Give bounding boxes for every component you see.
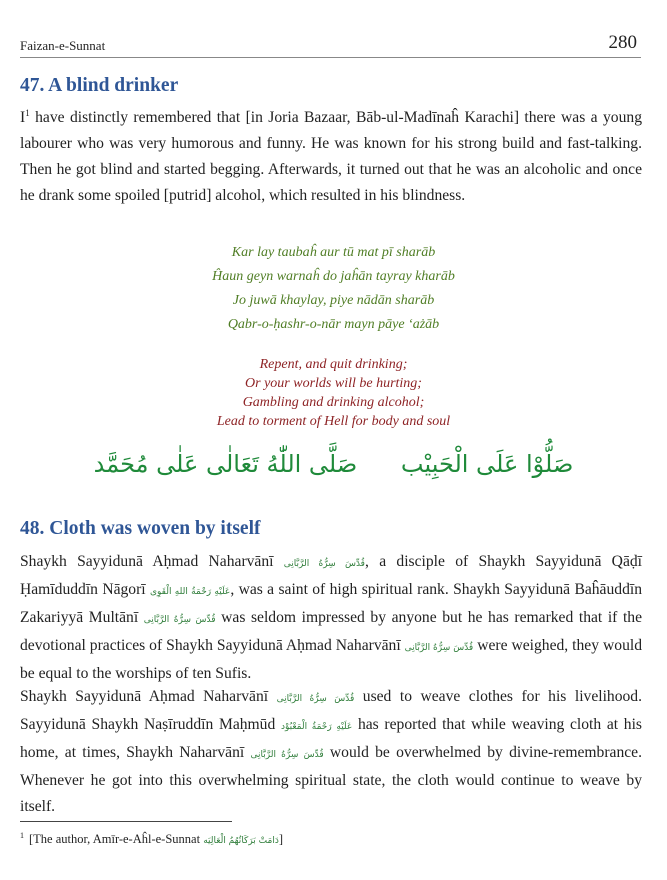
salat-response: صَلَّى اللّٰهُ تَعَالٰى عَلٰى مُحَمَّد xyxy=(93,450,358,478)
footnote-number: 1 xyxy=(20,830,24,840)
paragraph-text: have distinctly remembered that [in Joria Bazaar, Bāb-ul-Madīnaĥ Karachi] there was a young labourer who was very humorous and funny. He was known for his strong build and fast-talking. Then he got blind and started begging. Afterwards, it turned out that he was an alcoholic and once he drank some spoiled [putrid] alcohol, which resulted in his blindness. xyxy=(20,109,642,204)
honorific-dua: عَلَيْهِ رَحْمَةُ اللهِ الْقَوِى xyxy=(149,587,231,597)
paragraph-text: I xyxy=(20,109,26,126)
poem-line: Gambling and drinking alcohol; xyxy=(242,395,425,410)
section-heading-47: 47. A blind drinker xyxy=(20,75,179,96)
honorific-dua: قُدِّسَ سِرُّهُ الرَّبَّانِی xyxy=(276,694,355,704)
poem-line: Lead to torment of Hell for body and soul xyxy=(216,414,451,429)
paragraph-text: was seldom impressed by anyone but he has remarked that if the devotional practices of Shaykh Sayyidunā Aḥmad Naharvānī xyxy=(20,609,642,654)
paragraph-text: Shaykh Sayyidunā Aḥmad Naharvānī xyxy=(20,553,284,570)
paragraph-text: , was a saint of high spiritual rank. Shaykh Sayyidunā Baĥāuddīn Zakariyyā Multānī xyxy=(20,581,643,626)
honorific-dua: دَامَتْ بَرَكَاتُهُمُ الْعَالِيَه xyxy=(203,836,279,846)
salat-call: صَلُّوْا عَلَى الْحَبِیْب xyxy=(400,450,574,478)
footnote xyxy=(20,832,640,847)
honorific-dua: قُدِّسَ سِرُّهُ الرَّبَّانِی xyxy=(404,643,474,653)
poem-line: Repent, and quit drinking; xyxy=(259,357,408,372)
book-title: Faizan-e-Sunnat xyxy=(20,38,106,53)
poem-line: Qabr-o-ḥashr-o-nār mayn pāye ‘ażāb xyxy=(227,317,440,332)
honorific-dua: قُدِّسَ سِرُّهُ الرَّبَّانِی xyxy=(250,750,324,760)
paragraph-text: would be overwhelmed by divine-remembrance. Whenever he got into this overwhelming spiritual state, the cloth would continue to weave by itself. xyxy=(20,744,642,815)
paragraph-text: Shaykh Sayyidunā Aḥmad Naharvānī xyxy=(20,688,277,705)
footnote-reference: 1 xyxy=(25,107,30,118)
honorific-dua: قُدِّسَ سِرُّهُ الرَّبَّانِی xyxy=(143,615,216,625)
poem-line: Jo juwā khaylay, piye nādān sharāb xyxy=(232,293,435,308)
paragraph-text: , a disciple of Shaykh Sayyidunā Qāḍī Ḥamīduddīn Nāgorī xyxy=(20,553,642,598)
section-heading-48: 48. Cloth was woven by itself xyxy=(20,518,261,539)
poem-line: Or your worlds will be hurting; xyxy=(245,376,422,391)
honorific-dua: عَلَيْهِ رَحْمَةُ الْمَعْبُوْد xyxy=(280,722,353,732)
paragraph-text: has reported that while weaving cloth at his home, at times, Shaykh Naharvānī xyxy=(20,716,642,761)
section-47-paragraph xyxy=(20,105,642,209)
footnote-close: ] xyxy=(278,832,284,846)
honorific-dua: قُدِّسَ سِرُّهُ الرَّبَّانِی xyxy=(283,559,365,569)
urdu-couplet xyxy=(0,241,667,337)
poem-line: Kar lay taubaĥ aur tū mat pī sharāb xyxy=(231,245,436,260)
poem-line: Ĥaun geyn warnaĥ do jaĥān tayray kharāb xyxy=(212,269,455,284)
english-translation xyxy=(0,355,667,431)
section-48-paragraph-1 xyxy=(20,549,642,687)
section-48-paragraph-2 xyxy=(20,684,642,820)
header-divider xyxy=(20,57,641,58)
page-number: 280 xyxy=(608,32,637,53)
paragraph-text: used to weave clothes for his livelihood. Sayyidunā Shaykh Naṣīruddīn Maḥmūd xyxy=(20,688,643,733)
page-header xyxy=(20,34,637,56)
salat-calligraphy xyxy=(0,450,667,478)
footnote-divider xyxy=(20,821,232,822)
footnote-text: [The author, Amīr-e-Aĥl-e-Sunnat xyxy=(29,832,204,846)
paragraph-text: were weighed, they would be equal to the worships of ten Sufis. xyxy=(20,637,642,682)
